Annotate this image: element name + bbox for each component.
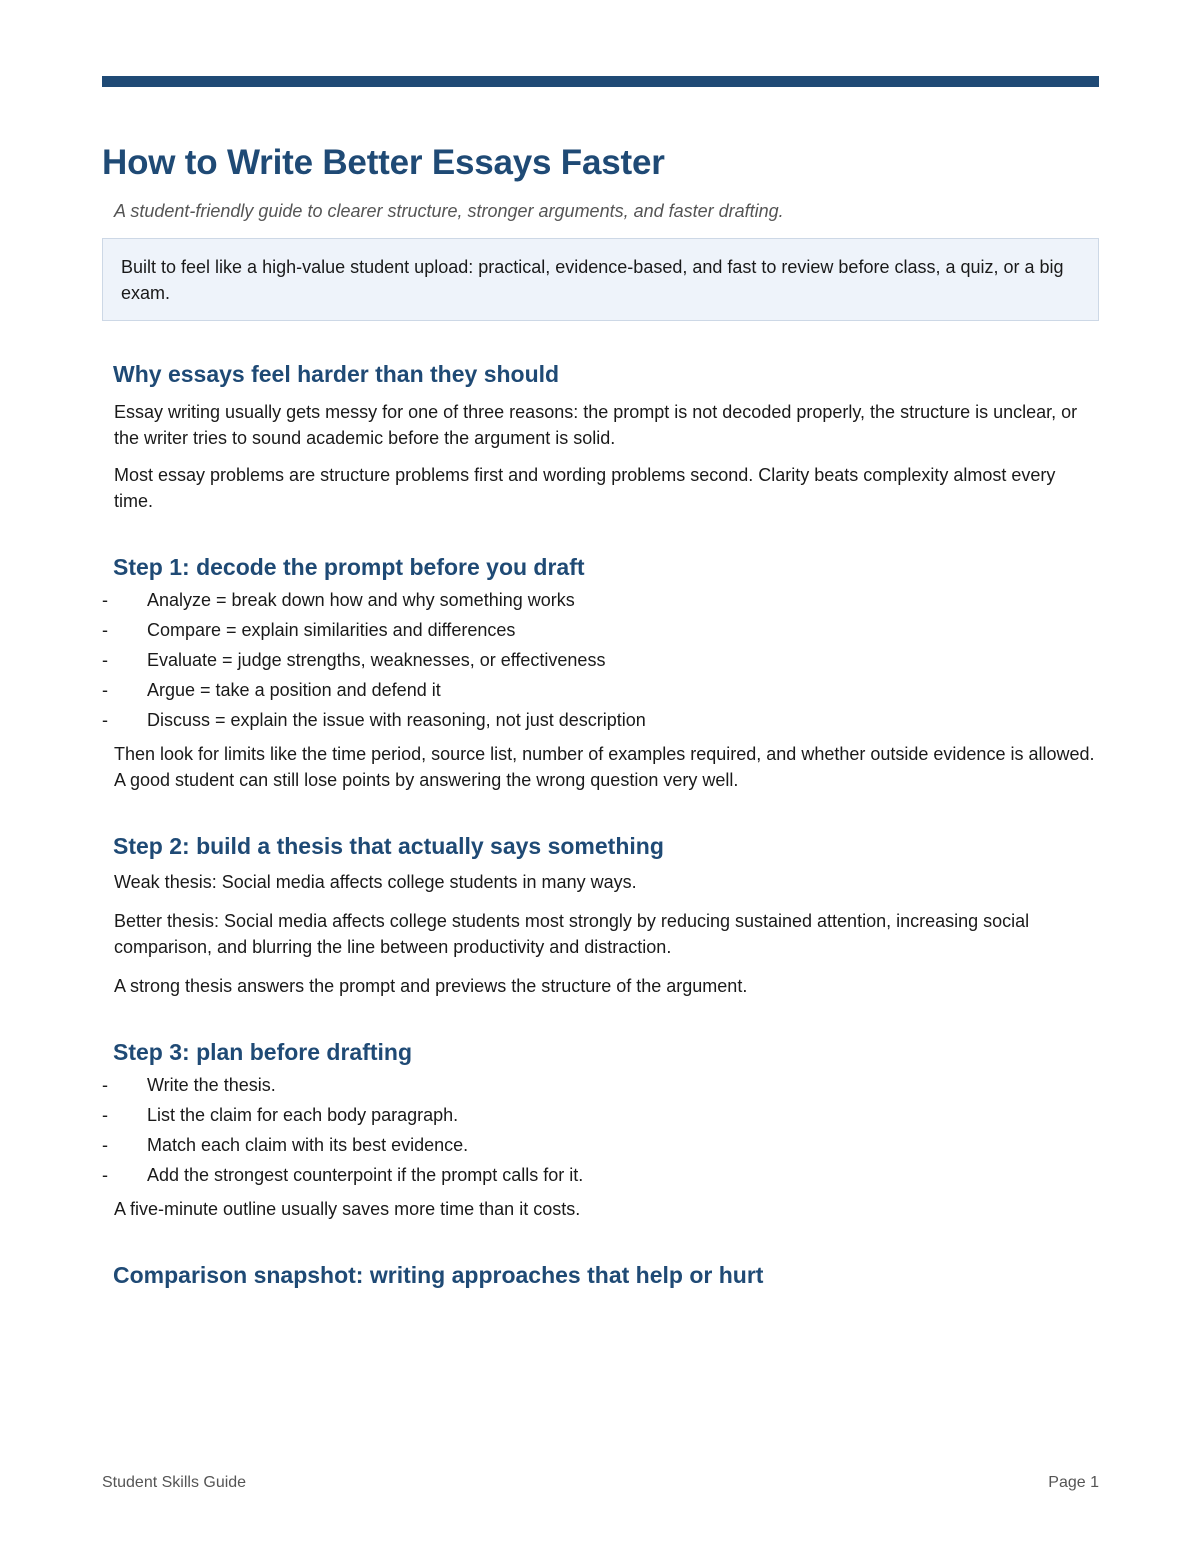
bullet-dash: -: [102, 1075, 108, 1095]
paragraph: Essay writing usually gets messy for one of three reasons: the prompt is not decoded properly, the structure is unclear, or the writer tries to sound academic before the argument is solid.: [114, 402, 1078, 448]
list-item: - Argue = take a position and defend it: [102, 675, 1099, 705]
paragraph: Most essay problems are structure problems first and wording problems second. Clarity beats complexity almost every time.: [114, 465, 1056, 511]
list-item: - Match each claim with its best evidence.: [102, 1130, 1099, 1160]
list-item: - Evaluate = judge strengths, weaknesses, or effectiveness: [102, 645, 1099, 675]
footer-left: Student Skills Guide: [102, 1474, 247, 1491]
bullet-dash: -: [102, 1165, 108, 1185]
list-item: - List the claim for each body paragraph.: [102, 1100, 1099, 1130]
list-item: - Compare = explain similarities and differences: [102, 615, 1099, 645]
paragraph: A strong thesis answers the prompt and previews the structure of the argument.: [114, 976, 748, 996]
paragraph: Weak thesis: Social media affects college students in many ways.: [114, 872, 637, 892]
bullet-dash: -: [102, 620, 108, 640]
page-number: Page 1: [1048, 1474, 1099, 1491]
list-item: - Discuss = explain the issue with reasoning, not just description: [102, 705, 1099, 735]
paragraph: Better thesis: Social media affects college students most strongly by reducing sustained attention, increasing social comparison, and blurring the line between productivity and distraction.: [114, 911, 1030, 957]
bullet-dash: -: [102, 710, 108, 730]
document-subtitle: A student-friendly guide to clearer structure, stronger arguments, and faster drafting.: [114, 201, 784, 221]
bullet-dash: -: [102, 1105, 108, 1125]
paragraph: A five-minute outline usually saves more time than it costs.: [114, 1199, 581, 1219]
document-body: [102, 140, 1099, 1290]
section-heading-why: Why essays feel harder than they should: [113, 361, 560, 387]
bullet-list-step3: [102, 1070, 1099, 1190]
bullet-dash: -: [102, 1135, 108, 1155]
section-heading-step3: Step 3: plan before drafting: [113, 1039, 413, 1065]
paragraph: Then look for limits like the time period, source list, number of examples required, and whether outside evidence is allowed. A good student can still lose points by answering the wrong question very well.: [114, 744, 1095, 790]
list-item: - Add the strongest counterpoint if the prompt calls for it.: [102, 1160, 1099, 1190]
section-heading-comparison: Comparison snapshot: writing approaches that help or hurt: [113, 1262, 764, 1288]
section-heading-step1: Step 1: decode the prompt before you draft: [113, 554, 585, 580]
bullet-list-step1: [102, 585, 1099, 735]
list-item: - Write the thesis.: [102, 1070, 1099, 1100]
bullet-dash: -: [102, 590, 108, 610]
section-heading-step2: Step 2: build a thesis that actually says something: [113, 833, 664, 859]
callout-box: Built to feel like a high-value student upload: practical, evidence-based, and fast to review before class, a quiz, or a big exam.: [102, 238, 1099, 321]
bullet-dash: -: [102, 650, 108, 670]
bullet-dash: -: [102, 680, 108, 700]
list-item: - Analyze = break down how and why something works: [102, 585, 1099, 615]
top-rule: [102, 76, 1099, 87]
document-title: How to Write Better Essays Faster: [102, 143, 665, 182]
